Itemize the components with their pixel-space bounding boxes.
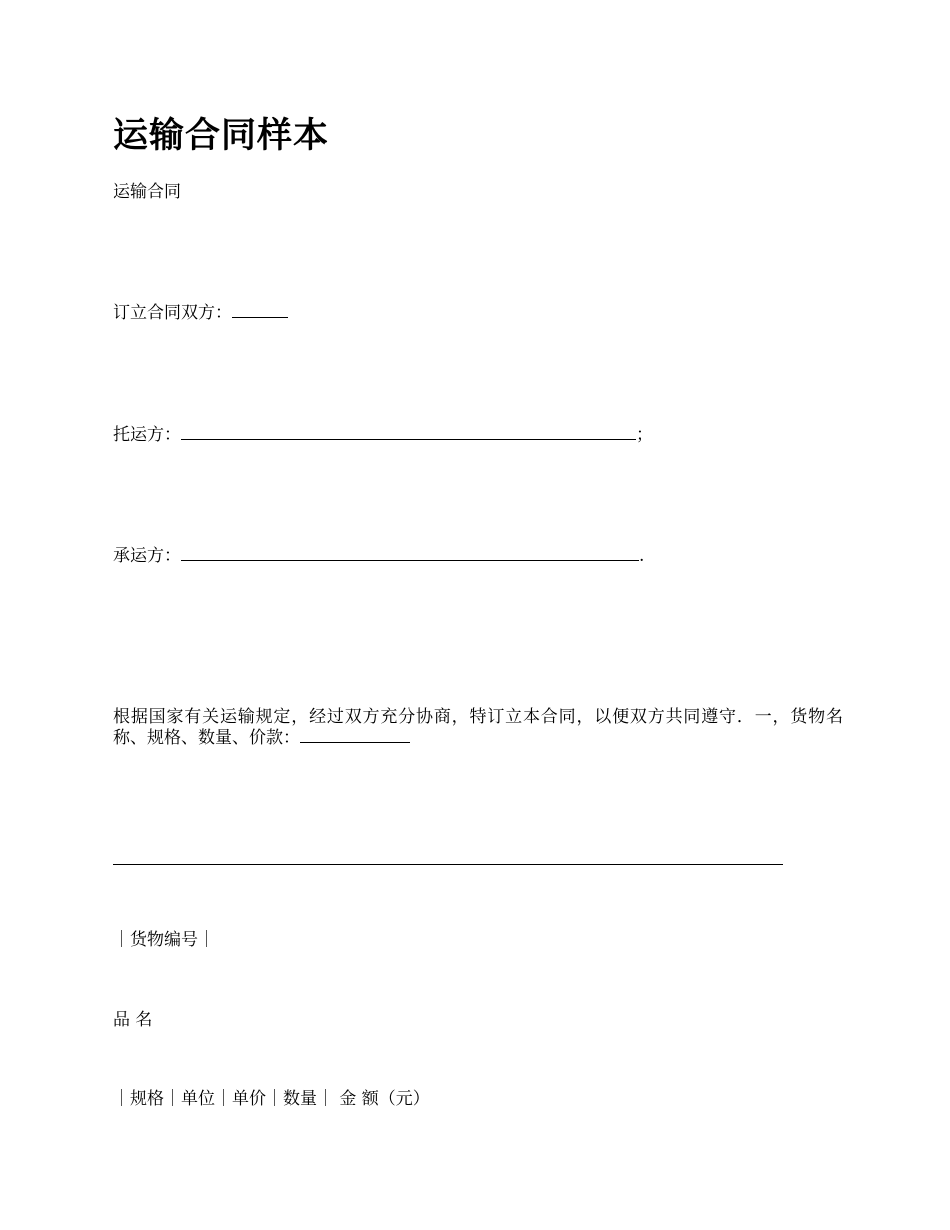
subtitle: 运输合同 bbox=[113, 182, 181, 202]
shipper-line bbox=[113, 424, 653, 446]
shipper-end-punctuation: ； bbox=[636, 425, 653, 445]
goods-code-row: ｜货物编号｜ bbox=[113, 930, 215, 950]
preamble-text: 根据国家有关运输规定，经过双方充分协商，特订立本合同，以便双方共同遵守．一，货物名称、规格、数量、价款： bbox=[113, 707, 843, 748]
carrier-end-punctuation: . bbox=[639, 546, 645, 566]
contract-parties-label: 订立合同双方： bbox=[113, 303, 232, 323]
product-name-row: 品 名 bbox=[113, 1010, 153, 1030]
carrier-blank bbox=[181, 546, 639, 561]
document-title: 运输合同样本 bbox=[113, 116, 330, 156]
divider-rule bbox=[113, 864, 783, 865]
shipper-blank bbox=[181, 425, 636, 440]
contract-parties-line bbox=[113, 302, 288, 324]
contract-parties-blank bbox=[232, 303, 288, 318]
carrier-label: 承运方： bbox=[113, 546, 181, 566]
preamble-paragraph bbox=[113, 707, 843, 749]
spec-header-row: ｜规格｜单位｜单价｜数量｜ 金 额（元） bbox=[113, 1089, 430, 1109]
carrier-line bbox=[113, 545, 644, 567]
shipper-label: 托运方： bbox=[113, 425, 181, 445]
goods-blank bbox=[300, 728, 410, 743]
